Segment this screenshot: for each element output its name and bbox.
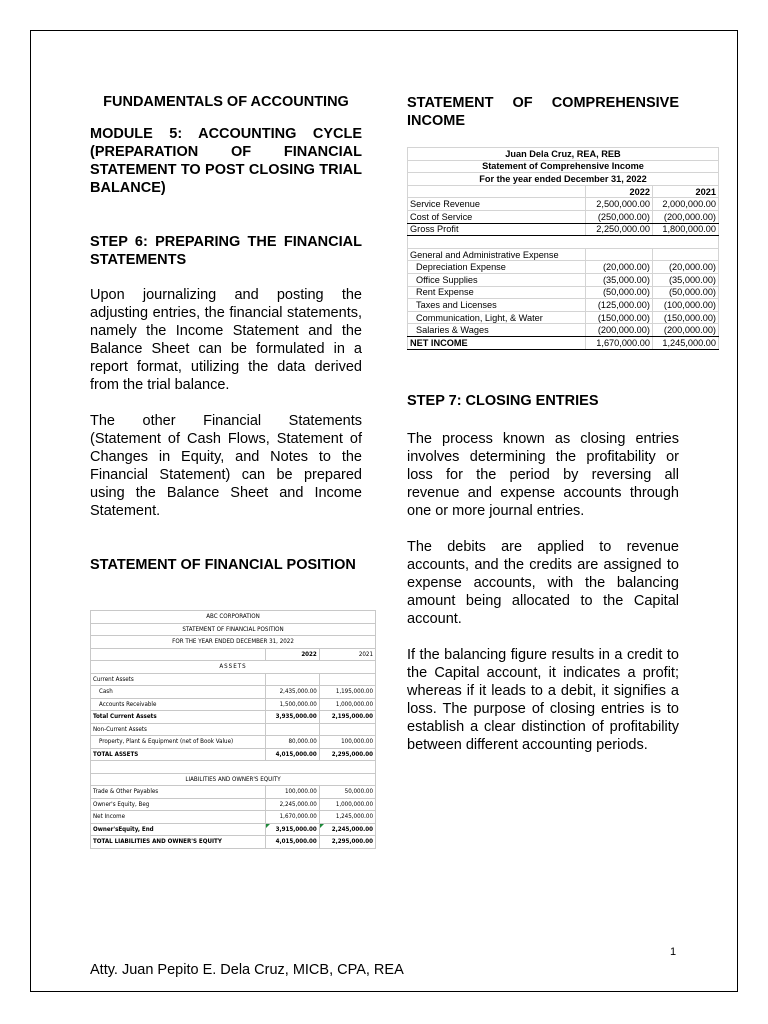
- sci-net-income-label: NET INCOME: [408, 336, 586, 349]
- table-row: Current Assets: [91, 673, 376, 686]
- table-row: NET INCOME 1,670,000.00 1,245,000.00: [408, 336, 719, 349]
- table-row: Depreciation Expense (20,000.00) (20,000.00): [408, 261, 719, 274]
- table-row: [91, 636, 376, 649]
- table-row: Net Income 1,670,000.00 1,245,000.00: [91, 811, 376, 824]
- step7-paragraph-3: If the balancing figure results in a credit to the Capital account, it indicates a profit; whereas if it leads to a debit, it signifies a loss. The purpose of closing entries is to establish a clear distinction of profitability between different accounting periods.: [407, 647, 679, 753]
- course-title: FUNDAMENTALS OF ACCOUNTING: [103, 94, 349, 110]
- table-row: Total Current Assets 3,935,000.00 2,195,000.00: [91, 711, 376, 724]
- sfp-entity: ABC CORPORATION: [91, 611, 376, 624]
- table-row: Cost of Service (250,000.00) (200,000.00): [408, 210, 719, 223]
- sfp-heading: STATEMENT OF FINANCIAL POSITION: [90, 557, 356, 573]
- table-row: [408, 185, 719, 198]
- table-row: [408, 248, 719, 261]
- table-row: [91, 623, 376, 636]
- step6-paragraph-2: The other Financial Statements (Statement of Cash Flows, Statement of Changes in Equity, and Notes to the Financial Statement) can be prepared using the Balance Sheet and Income Statement.: [90, 413, 362, 519]
- sci-heading: STATEMENT OF COMPREHENSIVE INCOME: [407, 95, 679, 129]
- table-row: Service Revenue 2,500,000.00 2,000,000.00: [408, 198, 719, 211]
- table-row: Taxes and Licenses (125,000.00) (100,000.00): [408, 299, 719, 312]
- sci-ga-label: General and Administrative Expense: [408, 248, 586, 261]
- right-column: [407, 94, 679, 130]
- table-row: [408, 148, 719, 161]
- table-row: 2022 2021: [91, 648, 376, 661]
- sci-year-2022: 2022: [585, 185, 652, 198]
- comprehensive-income-table: [407, 147, 719, 350]
- sci-title: Statement of Comprehensive Income: [408, 160, 719, 173]
- step7-section: [407, 392, 679, 754]
- sci-year-2021: 2021: [652, 185, 718, 198]
- step6-paragraph-1: Upon journalizing and posting the adjusting entries, the financial statements, namely the Income Statement and the Balance Sheet can be formulated in a report format, utilizing the data derived from the trial balance.: [90, 287, 362, 393]
- table-row: Property, Plant & Equipment (net of Book Value) 80,000.00 100,000.00: [91, 736, 376, 749]
- table-row: Rent Expense (50,000.00) (50,000.00): [408, 286, 719, 299]
- step7-paragraph-1: The process known as closing entries involves determining the profitability or loss for the period by reversing all revenue and expense accounts through one or more journal entries.: [407, 431, 679, 519]
- financial-position-table: [90, 610, 376, 849]
- module-title: MODULE 5: ACCOUNTING CYCLE (PREPARATION OF FINANCIAL STATEMENT TO POST CLOSING TRIAL BALANCE): [90, 126, 362, 196]
- sci-entity: Juan Dela Cruz, REA, REB: [408, 148, 719, 161]
- table-row: Gross Profit 2,250,000.00 1,800,000.00: [408, 223, 719, 236]
- sfp-assets-header: ASSETS: [91, 661, 376, 674]
- table-row: [408, 173, 719, 186]
- table-row: Accounts Receivable 1,500,000.00 1,000,000.00: [91, 698, 376, 711]
- step7-paragraph-2: The debits are applied to revenue accounts, and the credits are assigned to expense accounts, with the balancing amount being allocated to the Capital account.: [407, 539, 679, 627]
- table-row: [408, 236, 719, 249]
- table-row: [91, 761, 376, 774]
- sfp-title: STATEMENT OF FINANCIAL POSITION: [91, 623, 376, 636]
- table-row: Communication, Light, & Water (150,000.00) (150,000.00): [408, 311, 719, 324]
- table-row: Office Supplies (35,000.00) (35,000.00): [408, 273, 719, 286]
- table-row: Owner'sEquity, End 3,915,000.00 2,245,000.00: [91, 823, 376, 836]
- table-row: TOTAL ASSETS 4,015,000.00 2,295,000.00: [91, 748, 376, 761]
- table-row: Trade & Other Payables 100,000.00 50,000.00: [91, 786, 376, 799]
- left-column: [90, 94, 362, 574]
- footer-author: Atty. Juan Pepito E. Dela Cruz, MICB, CPA, REA: [90, 962, 404, 978]
- table-row: Cash 2,435,000.00 1,195,000.00: [91, 686, 376, 699]
- step7-heading: STEP 7: CLOSING ENTRIES: [407, 393, 599, 409]
- sfp-period: FOR THE YEAR ENDED DECEMBER 31, 2022: [91, 636, 376, 649]
- table-row: Owner's Equity, Beg 2,245,000.00 1,000,000.00: [91, 798, 376, 811]
- table-row: [91, 773, 376, 786]
- table-row: Salaries & Wages (200,000.00) (200,000.00): [408, 324, 719, 337]
- step6-heading: STEP 6: PREPARING THE FINANCIAL STATEMENTS: [90, 234, 362, 268]
- table-row: [91, 611, 376, 624]
- sfp-liabilities-header: LIABILITIES AND OWNER'S EQUITY: [91, 773, 376, 786]
- page-number: 1: [670, 946, 677, 958]
- table-row: [408, 160, 719, 173]
- sci-period: For the year ended December 31, 2022: [408, 173, 719, 186]
- table-row: [91, 661, 376, 674]
- table-row: TOTAL LIABILITIES AND OWNER'S EQUITY 4,015,000.00 2,295,000.00: [91, 836, 376, 849]
- table-row: Non-Current Assets: [91, 723, 376, 736]
